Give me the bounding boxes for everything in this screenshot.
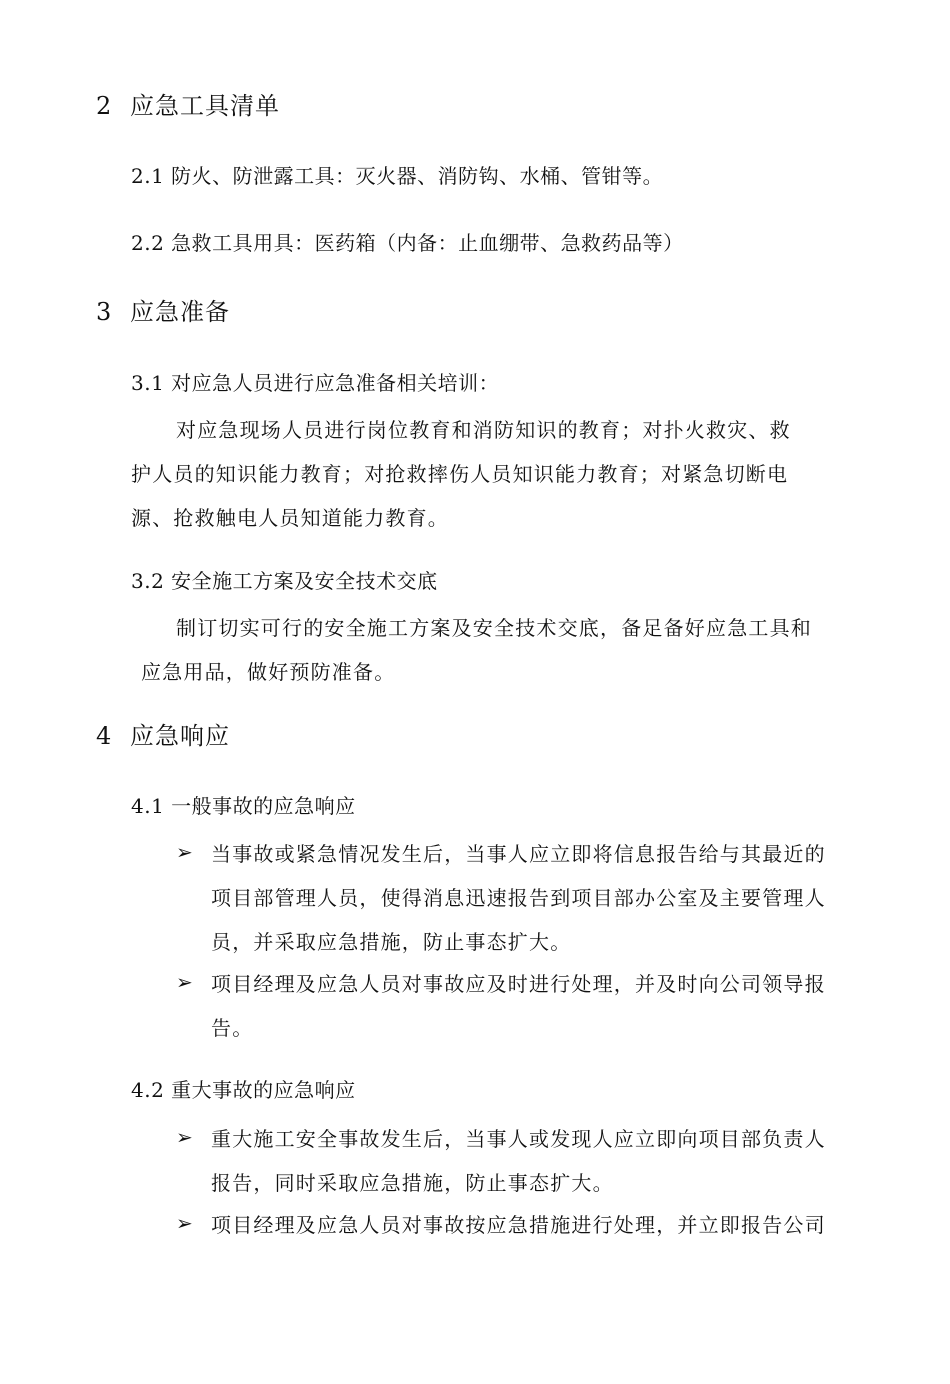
section-heading-3: [96, 292, 230, 327]
subsection-4-1: [131, 790, 356, 819]
bullet-line: 报告，同时采取应急措施，防止事态扩大。: [211, 1171, 614, 1195]
subsection-4-2: [131, 1074, 356, 1103]
bullet-line: 项目经理及应急人员对事故应及时进行处理，并及时向公司领导报: [211, 972, 826, 996]
section-number: 4: [96, 722, 113, 750]
paragraph-line: 应急用品，做好预防准备。: [141, 660, 396, 684]
bullet-arrow-icon: ➢: [176, 970, 193, 994]
bullet-line: 当事故或紧急情况发生后，当事人应立即将信息报告给与其最近的: [211, 842, 826, 866]
subsection-2-2: [131, 227, 684, 256]
bullet-line: 项目经理及应急人员对事故按应急措施进行处理，并立即报告公司: [211, 1213, 826, 1237]
section-title: 应急准备: [130, 298, 230, 326]
paragraph-line: 对应急现场人员进行岗位教育和消防知识的教育；对扑火救灾、救: [176, 418, 791, 442]
section-title: 应急工具清单: [130, 92, 280, 120]
subsection-3-1: [131, 367, 499, 396]
subsection-2-1: [131, 160, 663, 189]
subsection-number: 4.2: [131, 1078, 165, 1102]
bullet-arrow-icon: ➢: [176, 1211, 193, 1235]
bullet-arrow-icon: ➢: [176, 840, 193, 864]
paragraph-line: 源、抢救触电人员知道能力教育。: [131, 506, 449, 530]
bullet-line: 重大施工安全事故发生后，当事人或发现人应立即向项目部负责人: [211, 1127, 826, 1151]
subsection-text: 急救工具用具：医药箱（内备：止血绷带、急救药品等）: [171, 231, 684, 255]
subsection-text: 重大事故的应急响应: [171, 1078, 356, 1102]
bullet-line: 项目部管理人员，使得消息迅速报告到项目部办公室及主要管理人: [211, 886, 826, 910]
bullet-line: 告。: [211, 1016, 254, 1040]
subsection-3-2: [131, 565, 438, 594]
subsection-text: 防火、防泄露工具：灭火器、消防钩、水桶、管钳等。: [171, 164, 664, 188]
subsection-number: 3.1: [131, 371, 165, 395]
section-heading-2: [96, 86, 280, 121]
paragraph-line: 制订切实可行的安全施工方案及安全技术交底，备足备好应急工具和: [176, 616, 812, 640]
subsection-text: 安全施工方案及安全技术交底: [171, 569, 438, 593]
subsection-text: 一般事故的应急响应: [171, 794, 356, 818]
subsection-number: 4.1: [131, 794, 165, 818]
bullet-line: 员，并采取应急措施，防止事态扩大。: [211, 930, 572, 954]
subsection-number: 3.2: [131, 569, 165, 593]
section-heading-4: [96, 716, 230, 751]
subsection-text: 对应急人员进行应急准备相关培训：: [171, 371, 500, 395]
subsection-number: 2.2: [131, 231, 165, 255]
section-number: 2: [96, 92, 113, 120]
bullet-arrow-icon: ➢: [176, 1125, 193, 1149]
subsection-number: 2.1: [131, 164, 165, 188]
section-title: 应急响应: [130, 722, 230, 750]
paragraph-line: 护人员的知识能力教育；对抢救摔伤人员知识能力教育；对紧急切断电: [131, 462, 789, 486]
section-number: 3: [96, 298, 113, 326]
